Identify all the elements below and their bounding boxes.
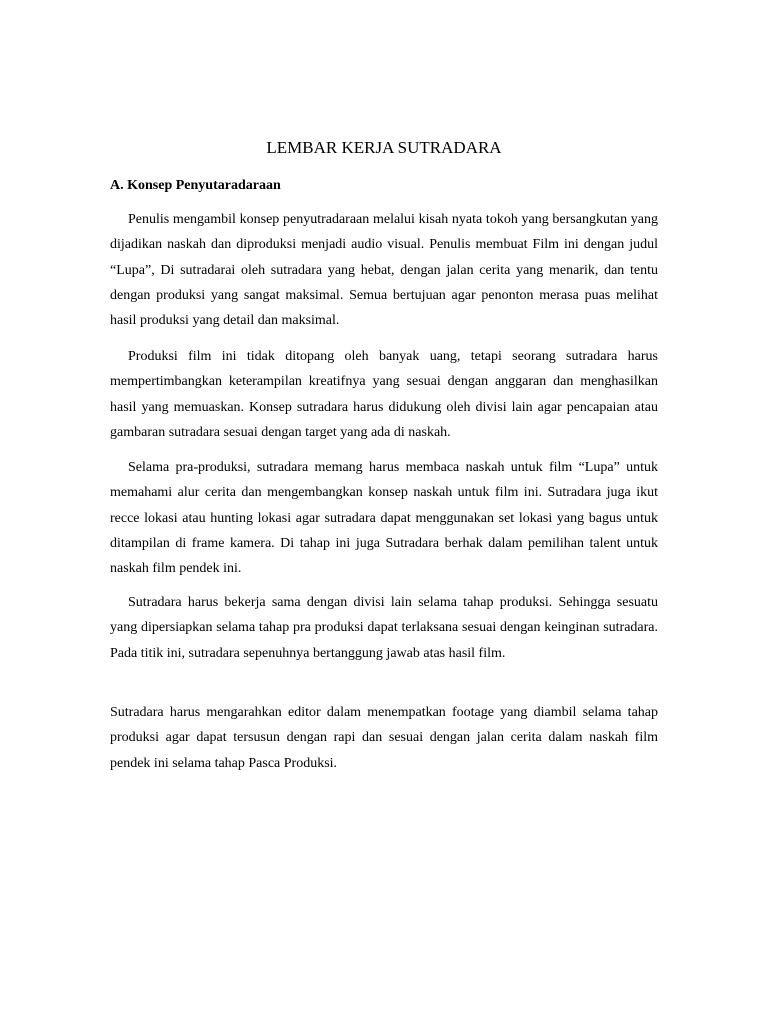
section-heading: A. Konsep Penyutaradaraan	[110, 178, 281, 193]
paragraph-2: Produksi film ini tidak ditopang oleh banyak uang, tetapi seorang sutradara harus mempertimbangkan keterampilan kreatifnya yang sesuai dengan anggaran dan menghasilkan hasil yang memuaskan. Konsep sutradara harus didukung oleh divisi lain agar pencapaian atau gambaran sutradara sesuai dengan target yang ada di naskah.	[110, 349, 658, 440]
paragraph-4: Sutradara harus bekerja sama dengan divisi lain selama tahap produksi. Sehingga sesuatu yang dipersiapkan selama tahap pra produksi dapat terlaksana sesuai dengan keinginan sutradara. Pada titik ini, sutradara sepenuhnya bertanggung jawab atas hasil film.	[110, 595, 658, 661]
paragraph-3: Selama pra-produksi, sutradara memang harus membaca naskah untuk film “Lupa” untuk memahami alur cerita dan mengembangkan konsep naskah untuk film ini. Sutradara juga ikut recce lokasi atau hunting lokasi agar sutradara dapat menggunakan set lokasi yang bagus untuk ditampilan di frame kamera. Di tahap ini juga Sutradara berhak dalam pemilihan talent untuk naskah film pendek ini.	[110, 460, 658, 577]
document-title: LEMBAR KERJA SUTRADARA	[266, 138, 502, 157]
paragraph-1: Penulis mengambil konsep penyutradaraan melalui kisah nyata tokoh yang bersangkutan yang dijadikan naskah dan diproduksi menjadi audio visual. Penulis membuat Film ini dengan judul “Lupa”, Di sutradarai oleh sutradara yang hebat, dengan jalan cerita yang menarik, dan tentu dengan produksi yang sangat maksimal. Semua bertujuan agar penonton merasa puas melihat hasil produksi yang detail dan maksimal.	[110, 212, 658, 329]
paragraph-5: Sutradara harus mengarahkan editor dalam menempatkan footage yang diambil selama tahap produksi agar dapat tersusun dengan rapi dan sesuai dengan jalan cerita dalam naskah film pendek ini selama tahap Pasca Produksi.	[110, 705, 658, 771]
